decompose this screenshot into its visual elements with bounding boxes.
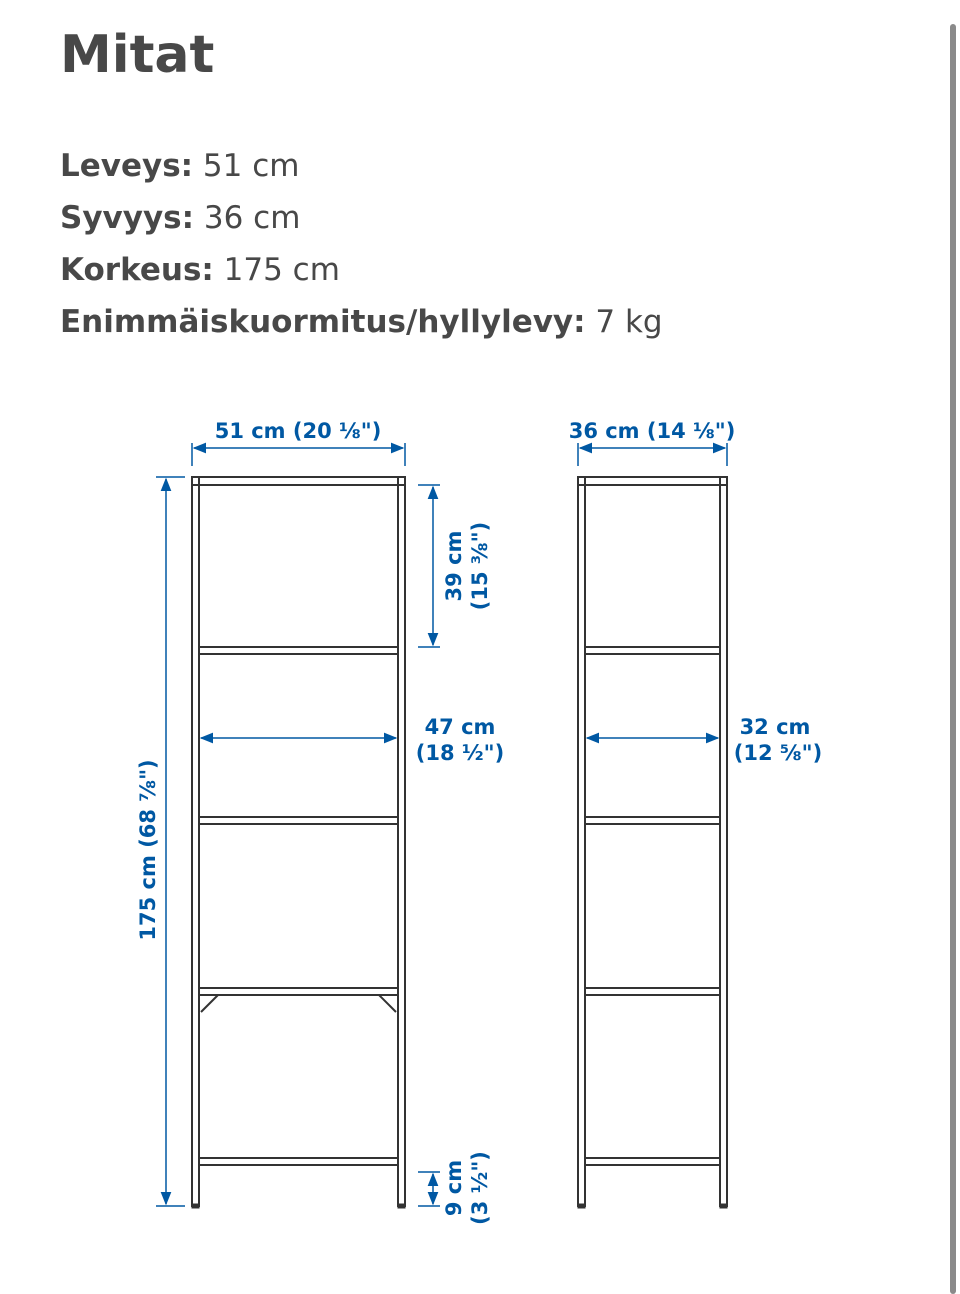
- side-shelf-1: [585, 647, 720, 654]
- side-foot-left: [578, 1204, 585, 1208]
- front-shelf-bottom: [199, 1158, 398, 1165]
- front-shelf-3: [199, 988, 398, 995]
- front-brace-right: [379, 995, 396, 1012]
- front-foot-left: [192, 1204, 199, 1208]
- top-gap-label-line1: 39 cm: [442, 530, 466, 602]
- page-title: Mitat: [60, 25, 215, 85]
- inner-depth-label-line2: (12 ⅝"): [733, 741, 823, 765]
- spec-value: 36 cm: [194, 200, 301, 236]
- side-view-shelf: [578, 477, 727, 1208]
- side-foot-right: [720, 1204, 727, 1208]
- spec-label: Leveys:: [60, 148, 194, 184]
- front-top-panel: [192, 477, 405, 485]
- side-shelf-2: [585, 817, 720, 824]
- side-top-panel: [578, 477, 727, 485]
- spec-value: 175 cm: [213, 252, 340, 288]
- spec-label: Korkeus:: [60, 252, 214, 288]
- spec-label: Syvyys:: [60, 200, 195, 236]
- spec-label: Enimmäiskuormitus/hyllylevy:: [60, 304, 586, 340]
- front-shelf-1: [199, 647, 398, 654]
- scrollbar-thumb[interactable]: [950, 24, 956, 1294]
- side-left-post: [578, 477, 585, 1206]
- front-brace-left: [201, 995, 218, 1012]
- front-left-post: [192, 477, 199, 1206]
- page-scrollbar[interactable]: [946, 0, 960, 1294]
- side-depth-label: 36 cm (14 ⅛"): [568, 419, 736, 443]
- front-shelf-2: [199, 817, 398, 824]
- front-view-shelf: [192, 477, 405, 1208]
- inner-depth-label-line1: 32 cm: [739, 715, 811, 739]
- inner-width-label-line2: (18 ½"): [415, 741, 505, 765]
- front-foot-right: [398, 1204, 405, 1208]
- bottom-gap-label-line1: 9 cm: [442, 1159, 466, 1217]
- front-height-label: 175 cm (68 ⅞"): [136, 759, 160, 941]
- front-right-post: [398, 477, 405, 1206]
- front-width-label: 51 cm (20 ⅛"): [214, 419, 382, 443]
- side-shelf-3: [585, 988, 720, 995]
- inner-width-label-line1: 47 cm: [424, 715, 496, 739]
- spec-value: 7 kg: [585, 304, 663, 340]
- top-gap-label-line2: (15 ⅜"): [468, 521, 492, 611]
- spec-value: 51 cm: [193, 148, 300, 184]
- side-shelf-bottom: [585, 1158, 720, 1165]
- side-right-post: [720, 477, 727, 1206]
- bottom-gap-label-line2: (3 ½"): [468, 1151, 492, 1225]
